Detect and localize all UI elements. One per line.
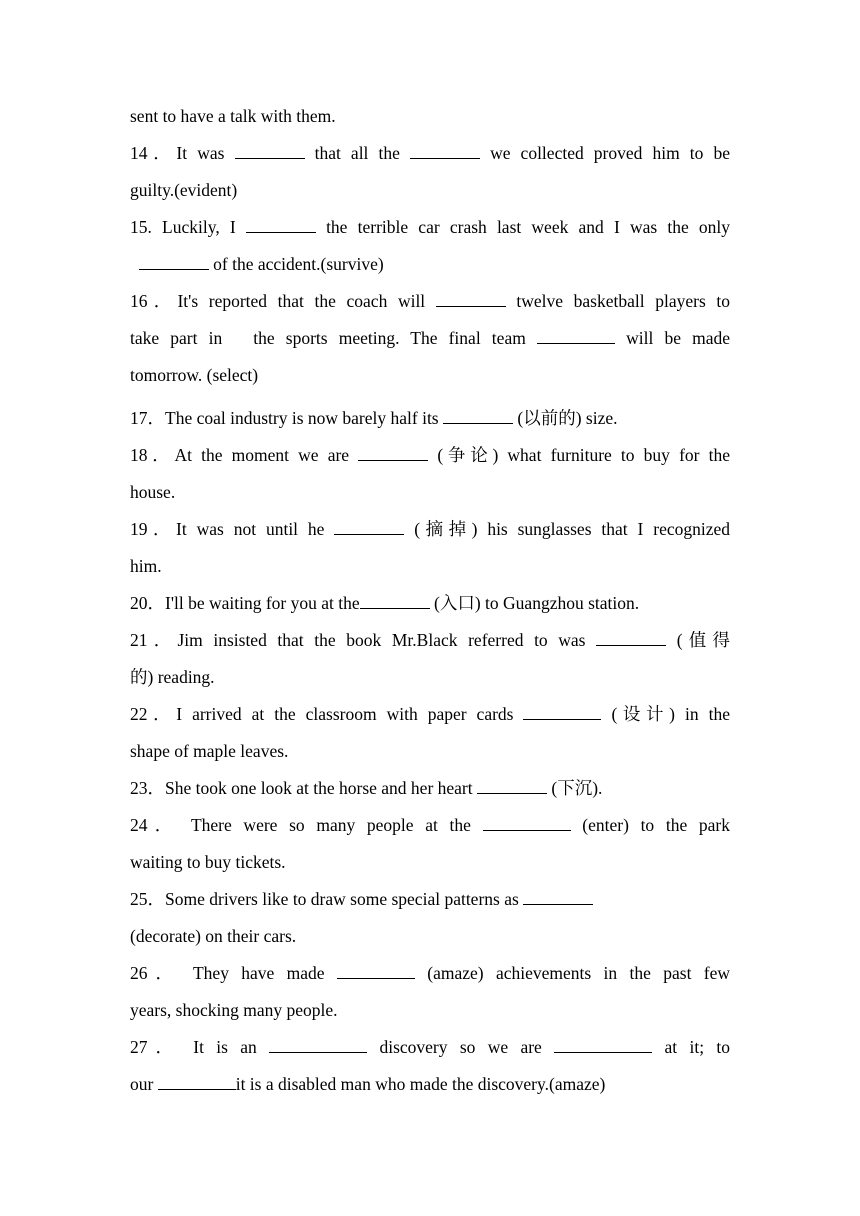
text-line xyxy=(130,918,730,955)
question-26 xyxy=(130,955,730,992)
line-text: will be made xyxy=(626,328,730,348)
line-text: 20．I'll be waiting for you at the xyxy=(130,593,360,613)
line-text: waiting to buy tickets. xyxy=(130,852,286,872)
line-text: 23．She took one look at the horse and her heart xyxy=(130,778,477,798)
line-text: 18．At the moment we are xyxy=(130,445,359,465)
text-line xyxy=(130,320,730,357)
answer-blank[interactable] xyxy=(360,590,430,609)
line-text: 27． It is an xyxy=(130,1037,270,1057)
line-text: the terrible car crash last week and I was the only xyxy=(326,217,730,237)
line-text: (值得 xyxy=(676,630,730,650)
question-16 xyxy=(130,283,730,320)
line-text: (争论) what furniture to buy for the xyxy=(437,445,730,465)
line-text: (下沉). xyxy=(547,778,603,798)
line-text: twelve basketball players to xyxy=(516,291,730,311)
answer-blank[interactable] xyxy=(334,516,404,535)
text-line xyxy=(130,844,730,881)
question-23 xyxy=(130,770,730,807)
text-line xyxy=(130,474,730,511)
line-text: (设计) in the xyxy=(611,704,730,724)
answer-blank[interactable] xyxy=(443,405,513,424)
question-17 xyxy=(130,400,730,437)
answer-blank[interactable] xyxy=(246,214,316,233)
line-text: tomorrow. (select) xyxy=(130,365,259,385)
line-text: (入口) to Guangzhou station. xyxy=(429,593,640,613)
line-text: (enter) to the park xyxy=(582,815,730,835)
answer-blank[interactable] xyxy=(596,627,666,646)
question-20 xyxy=(130,585,730,622)
answer-blank[interactable] xyxy=(410,140,480,159)
exercise-page xyxy=(130,98,730,1103)
line-text: guilty.(evident) xyxy=(130,180,238,200)
answer-blank[interactable] xyxy=(269,1034,367,1053)
answer-blank[interactable] xyxy=(158,1071,236,1090)
line-text: 19．It was not until he xyxy=(130,519,335,539)
line-text: 24． There were so many people at the xyxy=(130,815,483,835)
answer-blank[interactable] xyxy=(337,960,415,979)
line-text: we collected proved him to be xyxy=(490,143,730,163)
question-27 xyxy=(130,1029,730,1066)
line-text: shape of maple leaves. xyxy=(130,741,289,761)
line-text: (decorate) on their cars. xyxy=(130,926,297,946)
line-text: 26． They have made xyxy=(130,963,337,983)
question-14 xyxy=(130,135,730,172)
line-text: 21．Jim insisted that the book Mr.Black referred to was xyxy=(130,630,597,650)
text-line xyxy=(130,733,730,770)
question-21 xyxy=(130,622,730,659)
line-text: of the accident.(survive) xyxy=(208,254,384,274)
text-line xyxy=(130,1066,730,1103)
question-15 xyxy=(130,209,730,246)
line-text: discovery so we are xyxy=(379,1037,555,1057)
answer-blank[interactable] xyxy=(477,775,547,794)
text-line xyxy=(130,246,730,283)
text-line xyxy=(130,172,730,209)
answer-blank[interactable] xyxy=(235,140,305,159)
answer-blank[interactable] xyxy=(483,812,571,831)
line-text: (amaze) achievements in the past few xyxy=(427,963,730,983)
answer-blank[interactable] xyxy=(523,701,601,720)
question-24 xyxy=(130,807,730,844)
text-line xyxy=(130,659,730,696)
line-text: at it; to xyxy=(664,1037,730,1057)
answer-blank[interactable] xyxy=(554,1034,652,1053)
line-text: sent to have a talk with them. xyxy=(130,106,336,126)
text-line xyxy=(130,548,730,585)
line-text: 16．It's reported that the coach will xyxy=(130,291,436,311)
question-18 xyxy=(130,437,730,474)
answer-blank[interactable] xyxy=(537,325,615,344)
line-text: (摘掉) his sunglasses that I recognized xyxy=(414,519,730,539)
question-22 xyxy=(130,696,730,733)
line-text: 25．Some drivers like to draw some special patterns as xyxy=(130,889,524,909)
answer-blank[interactable] xyxy=(139,251,209,270)
text-line xyxy=(130,98,730,135)
text-line xyxy=(130,357,730,394)
line-text: (以前的) size. xyxy=(513,408,618,428)
line-text: it is a disabled man who made the discovery.(amaze) xyxy=(235,1074,606,1094)
text-line xyxy=(130,992,730,1029)
line-text: 15. Luckily, I xyxy=(130,217,246,237)
line-text: 14．It was xyxy=(130,143,235,163)
question-19 xyxy=(130,511,730,548)
question-25 xyxy=(130,881,730,918)
line-text: our xyxy=(130,1074,158,1094)
line-text: 17．The coal industry is now barely half its xyxy=(130,408,443,428)
answer-blank[interactable] xyxy=(358,442,428,461)
line-text: take part in the sports meeting. The final team xyxy=(130,328,537,348)
line-text: years, shocking many people. xyxy=(130,1000,338,1020)
line-text: house. xyxy=(130,482,176,502)
line-text: 的) reading. xyxy=(130,667,215,687)
line-text: 22．I arrived at the classroom with paper cards xyxy=(130,704,524,724)
answer-blank[interactable] xyxy=(523,886,593,905)
line-text: that all the xyxy=(314,143,410,163)
answer-blank[interactable] xyxy=(436,288,506,307)
line-text: him. xyxy=(130,556,162,576)
